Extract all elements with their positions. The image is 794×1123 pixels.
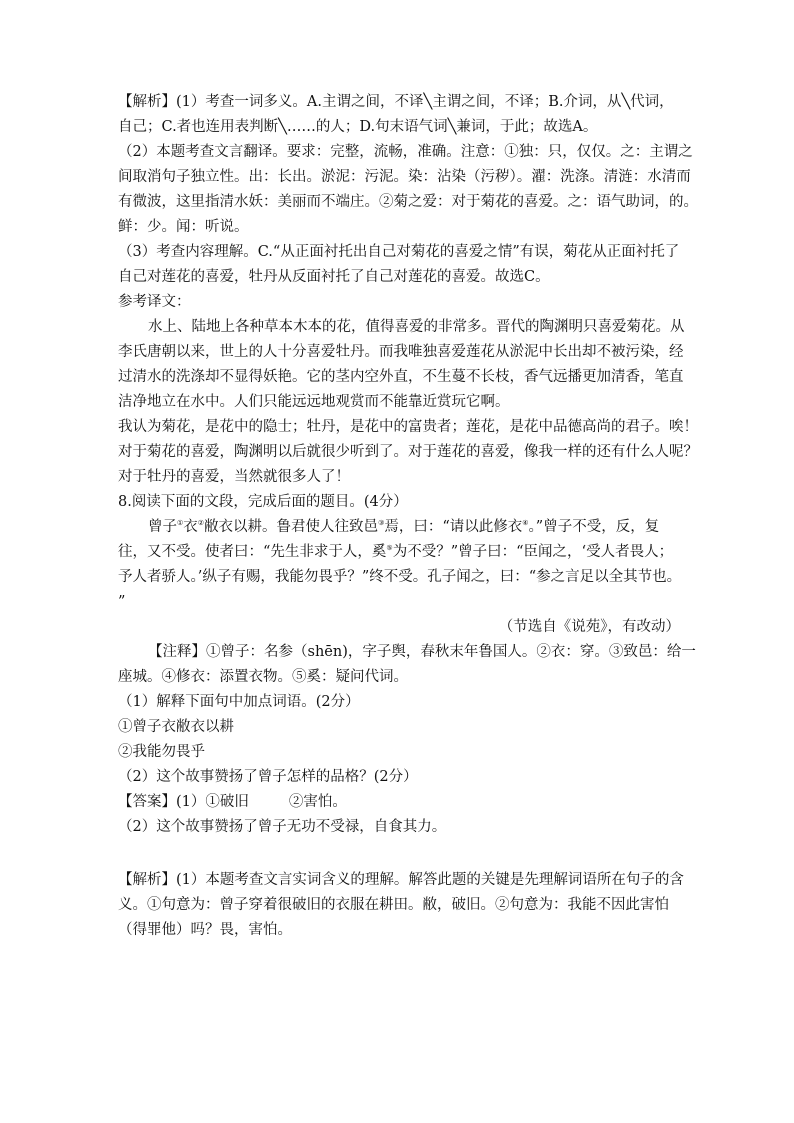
translation-line-2: 李氏唐朝以来，世上的人十分喜爱牡丹。而我唯独喜爱莲花从淤泥中长出却不被污染，经 bbox=[118, 344, 684, 360]
analysis-line-5: 有微波，这里指清水妖：美丽而不端庄。②菊之爱：对于菊花的喜爱。之：语气助词，的。 bbox=[118, 194, 698, 210]
answer-line-1: 【答案】(1）①破旧 ②害怕。 bbox=[118, 794, 347, 810]
passage-source: （节选自《说苑》，有改动） bbox=[498, 619, 680, 635]
analysis-line-6: 鲜：少。闻：听说。 bbox=[118, 219, 249, 235]
analysis-line-3: （2）本题考查文言翻译。要求：完整，流畅，准确。注意：①独：只，仅仅。之：主谓之 bbox=[118, 144, 693, 160]
analysis-line-1: 【解析】(1）考查一词多义。A.主谓之间，不译╲主谓之间，不译；B.介词，从╲代词， bbox=[118, 94, 674, 110]
notes-line-1: 【注释】①曾子：名参（shēn)，字子舆，春秋末年鲁国人。②衣：穿。③致邑：给一 bbox=[148, 644, 696, 660]
subquestion-1-item-2: ②我能勿畏乎 bbox=[118, 744, 205, 760]
passage-line-2: 往，又不受。使者曰：“先生非求于人，奚⑤为不受？”曾子曰：“臣闻之，‘受人者畏人； bbox=[118, 544, 674, 560]
passage-line-4: ” bbox=[118, 594, 126, 610]
subquestion-1: （1）解释下面句中加点词语。(2分） bbox=[118, 694, 360, 710]
analysis-line-2: 自己；C.者也连用表判断╲……的人；D.句末语气词╲兼词，于此；故选A。 bbox=[118, 119, 598, 135]
passage-line-1: 曾子①衣②敝衣以耕。鲁君使人往致邑③焉，曰：“请以此修衣④。”曾子不受，反，复 bbox=[148, 519, 660, 535]
translation-line-6: 对于菊花的喜爱，陶渊明以后就很少听到了。对于莲花的喜爱，像我一样的还有什么人呢？ bbox=[118, 444, 698, 460]
translation-line-7: 对于牡丹的喜爱，当然就很多人了！ bbox=[118, 469, 350, 485]
translation-line-5: 我认为菊花，是花中的隐士；牡丹，是花中的富贵者；莲花，是花中品德高尚的君子。唉！ bbox=[118, 419, 698, 435]
translation-line-1: 水上、陆地上各种草本木本的花，值得喜爱的非常多。晋代的陶渊明只喜爱菊花。从 bbox=[148, 319, 685, 335]
final-analysis-line-3: （得罪他）吗？畏，害怕。 bbox=[118, 922, 292, 938]
question-8-heading: 8.阅读下面的文段，完成后面的题目。(4分） bbox=[118, 494, 408, 510]
final-analysis-line-2: 义。①句意为：曾子穿着很破旧的衣服在耕田。敝，破旧。②句意为：我能不因此害怕 bbox=[118, 897, 669, 913]
analysis-line-7: （3）考查内容理解。C.“从正面衬托出自己对菊花的喜爱之情”有误，菊花从正面衬托了 bbox=[118, 244, 680, 260]
translation-line-3: 过清水的洗涤却不显得妖艳。它的茎内空外直，不生蔓不长枝，香气远播更加清香，笔直 bbox=[118, 369, 684, 385]
passage-line-3: 予人者骄人。’纵子有赐，我能勿畏乎？”终不受。孔子闻之，曰：“参之言足以全其节也。 bbox=[118, 569, 682, 585]
translation-line-4: 洁净地立在水中。人们只能远远地观赏而不能靠近赏玩它啊。 bbox=[118, 394, 510, 410]
notes-line-2: 座城。④修衣：添置衣物。⑤奚：疑问代词。 bbox=[118, 669, 408, 685]
final-analysis-line-1: 【解析】(1）本题考查文言实词含义的理解。解答此题的关键是先理解词语所在句子的含 bbox=[118, 872, 684, 888]
analysis-line-8: 自己对莲花的喜爱，牡丹从反面衬托了自己对莲花的喜爱。故选C。 bbox=[118, 269, 550, 285]
subquestion-2: （2）这个故事赞扬了曾子怎样的品格？(2分） bbox=[118, 769, 418, 785]
analysis-line-4: 间取消句子独立性。出：长出。淤泥：污泥。染：沾染（污秽）。濯：洗涤。清涟：水清而 bbox=[118, 169, 691, 185]
subquestion-1-item-1: ①曾子衣敝衣以耕 bbox=[118, 719, 234, 735]
translation-heading: 参考译文： bbox=[118, 294, 191, 310]
answer-line-2: （2）这个故事赞扬了曾子无功不受禄，自食其力。 bbox=[118, 819, 447, 835]
